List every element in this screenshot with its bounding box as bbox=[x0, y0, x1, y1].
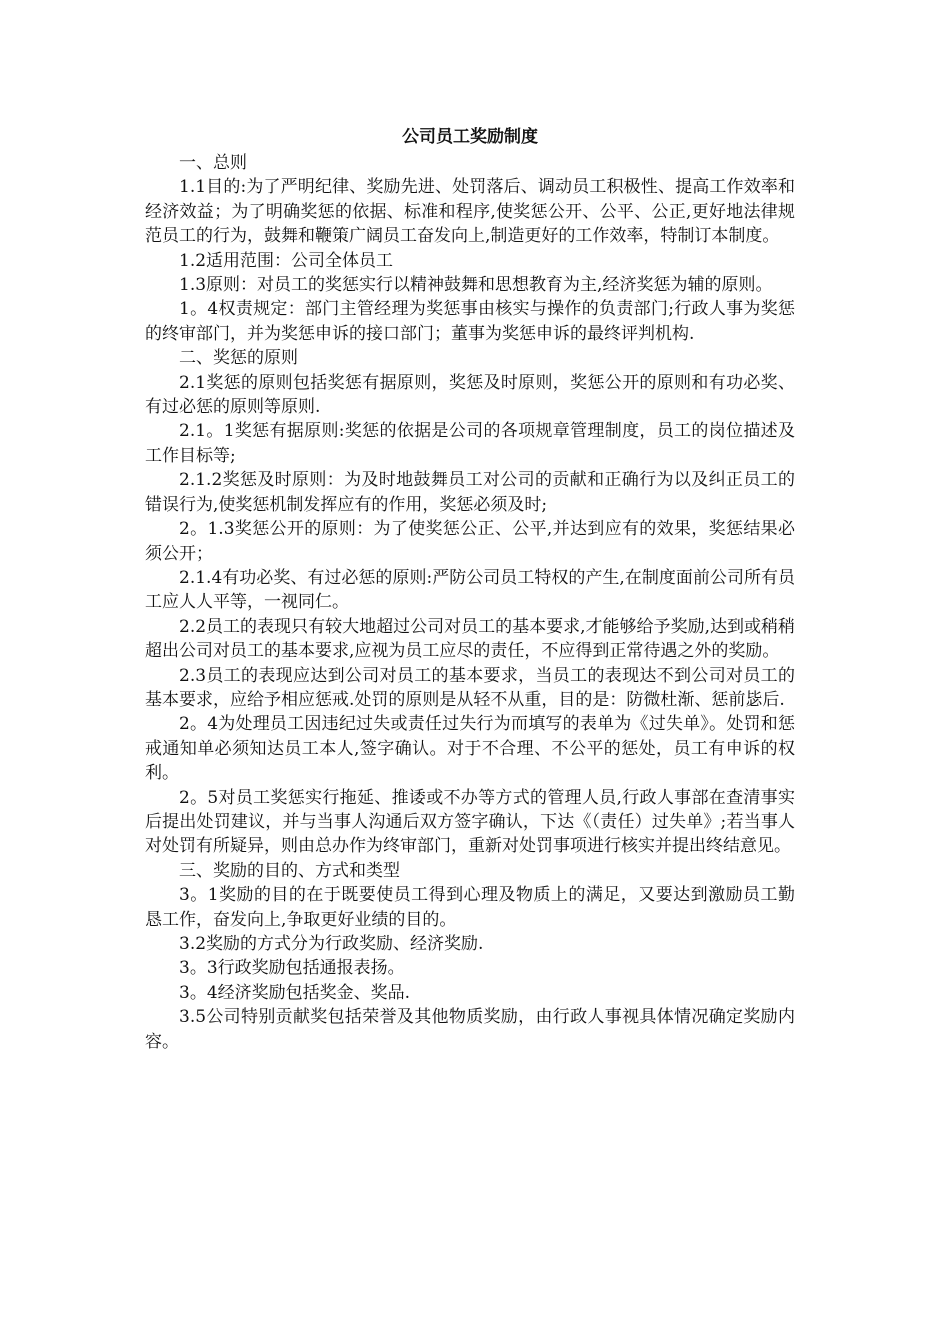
section-heading-principles: 二、奖惩的原则 bbox=[179, 348, 298, 369]
paragraph-2-1: 2.1奖惩的原则包括奖惩有据原则，奖惩及时原则，奖惩公开的原则和有功必奖、有过必惩的原则等原则. bbox=[145, 372, 795, 418]
paragraph-2-1-3: 2。1.3奖惩公开的原则：为了使奖惩公正、公平,并达到应有的效果，奖惩结果必须公开； bbox=[145, 519, 795, 564]
paragraph-2-1-4: 2.1.4有功必奖、有过必惩的原则:严防公司员工特权的产生,在制度面前公司所有员工应人人平等，一视同仁。 bbox=[145, 567, 795, 613]
paragraph-2-1-1: 2.1。1奖惩有据原则:奖惩的依据是公司的各项规章管理制度，员工的岗位描述及工作目标等; bbox=[145, 421, 795, 466]
paragraph-3-5: 3.5公司特别贡献奖包括荣誉及其他物质奖励，由行政人事视具体情况确定奖励内容。 bbox=[145, 1007, 795, 1052]
document-body bbox=[145, 124, 795, 1054]
paragraph-3-2: 3.2奖励的方式分为行政奖励、经济奖励. bbox=[179, 934, 484, 954]
paragraph-2-1-2: 2.1.2奖惩及时原则：为及时地鼓舞员工对公司的贡献和正确行为以及纠正员工的错误行为,使奖惩机制发挥应有的作用，奖惩必须及时; bbox=[145, 470, 795, 515]
paragraph-2-3: 2.3员工的表现应达到公司对员工的基本要求，当员工的表现达不到公司对员工的基本要求，应给予相应惩戒.处罚的原则是从轻不从重，目的是：防微杜渐、惩前毖后. bbox=[145, 665, 795, 710]
paragraph-2-5: 2。5对员工奖惩实行拖延、推诿或不办等方式的管理人员,行政人事部在查清事实后提出处罚建议，并与当事人沟通后双方签字确认，下达《（责任）过失单》;若当事人对处罚有所疑异，则由总办作为终审部门，重新对处罚事项进行核实并提出终结意见。 bbox=[145, 787, 795, 857]
paragraph-3-4: 3。4经济奖励包括奖金、奖品. bbox=[179, 982, 411, 1003]
paragraph-2-2: 2.2员工的表现只有较大地超过公司对员工的基本要求,才能够给予奖励,达到或稍稍超出公司对员工的基本要求,应视为员工应尽的责任，不应得到正常待遇之外的奖励。 bbox=[145, 616, 795, 662]
section-heading-general: 一、总则 bbox=[179, 153, 247, 173]
paragraph-1-4-authority: 1。4权责规定：部门主管经理为奖惩事由核实与操作的负责部门;行政人事为奖惩的终审部门，并为奖惩申诉的接口部门；董事为奖惩申诉的最终评判机构. bbox=[145, 299, 795, 344]
section-heading-rewards: 三、奖励的目的、方式和类型 bbox=[179, 860, 400, 881]
paragraph-3-3: 3。3行政奖励包括通报表扬。 bbox=[179, 958, 405, 979]
paragraph-3-1: 3。1奖励的目的在于既要使员工得到心理及物质上的满足，又要达到激励员工勤恳工作，奋发向上,争取更好业绩的目的。 bbox=[145, 885, 795, 930]
paragraph-1-3-principle: 1.3原则：对员工的奖惩实行以精神鼓舞和思想教育为主,经济奖惩为辅的原则。 bbox=[179, 275, 773, 296]
paragraph-1-1-purpose: 1.1目的:为了严明纪律、奖励先进、处罚落后、调动员工积极性、提高工作效率和经济效益；为了明确奖惩的依据、标准和程序,使奖惩公开、公平、公正,更好地法律规范员工的行为，鼓舞和鞭策广阔员工奋发向上,制造更好的工作效率，特制订本制度。 bbox=[145, 177, 795, 247]
document-title: 公司员工奖励制度 bbox=[402, 127, 538, 147]
paragraph-2-4: 2。4为处理员工因违纪过失或责任过失行为而填写的表单为《过失单》。处罚和惩戒通知单必须知达员工本人,签字确认。对于不合理、不公平的惩处，员工有申诉的权利。 bbox=[145, 714, 795, 784]
paragraph-1-2-scope: 1.2适用范围：公司全体员工 bbox=[179, 250, 394, 271]
